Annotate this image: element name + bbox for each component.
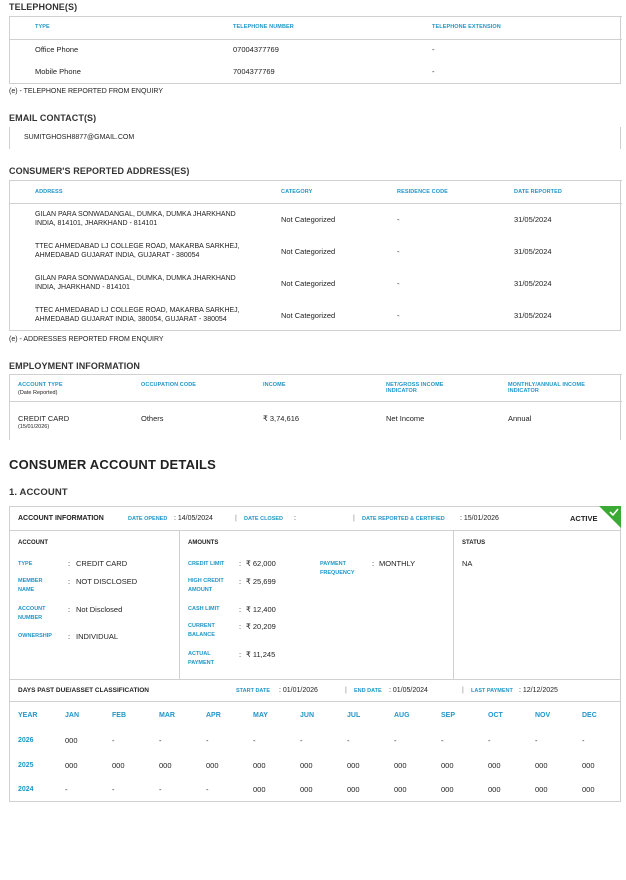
employment-header-occupation: OCCUPATION CODE <box>141 382 197 388</box>
email-box <box>9 127 621 149</box>
dpd-cell: 000 <box>112 761 125 770</box>
active-check-icon <box>599 506 621 528</box>
telephone-row-type: Office Phone <box>35 45 79 54</box>
address-table <box>9 180 621 331</box>
dpd-cell: 000 <box>159 761 172 770</box>
telephone-row-type: Mobile Phone <box>35 67 81 76</box>
colon: : <box>239 577 242 586</box>
dpd-year: 2025 <box>18 762 34 769</box>
colon: : <box>372 559 375 568</box>
employment-header-income: INCOME <box>263 382 286 388</box>
ownership-value: INDIVIDUAL <box>76 632 119 641</box>
colon: : <box>68 605 71 614</box>
dpd-last-payment-value: : 12/12/2025 <box>519 687 558 694</box>
dpd-cell: - <box>535 736 538 745</box>
employment-account-type: CREDIT CARD <box>18 414 70 423</box>
member-name-label: MEMBER <box>18 578 43 584</box>
employment-income: ₹ 3,74,616 <box>263 414 300 423</box>
telephone-table <box>9 16 621 84</box>
account-number-label: ACCOUNT <box>18 606 46 612</box>
high-credit-value: ₹ 25,699 <box>246 577 276 586</box>
dpd-month-header: DEC <box>582 712 597 719</box>
separator: | <box>353 515 355 522</box>
address-category: Not Categorized <box>281 247 336 256</box>
employment-header-date-reported: (Date Reported) <box>18 390 58 396</box>
dpd-cell: 000 <box>253 785 266 794</box>
date-closed-label: DATE CLOSED <box>244 516 284 522</box>
ownership-label: OWNERSHIP <box>18 633 52 639</box>
employment-header-net-gross: NET/GROSS INCOME <box>386 382 444 388</box>
current-balance-label: CURRENT <box>188 623 215 629</box>
dpd-cell: - <box>159 736 162 745</box>
email-value: SUMITGHOSH8877@GMAIL.COM <box>24 134 135 141</box>
employment-header-account-type: ACCOUNT TYPE <box>18 382 63 388</box>
colon: : <box>239 605 242 614</box>
dpd-cell: - <box>582 736 585 745</box>
dpd-cell: 000 <box>582 761 595 770</box>
address-line1: TTEC AHMEDABAD LJ COLLEGE ROAD, MAKARBA SARKHEJ, <box>35 307 240 314</box>
cash-limit-value: ₹ 12,400 <box>246 605 276 614</box>
credit-limit-label: CREDIT LIMIT <box>188 561 225 567</box>
dpd-start-value: : 01/01/2026 <box>279 687 318 694</box>
consumer-account-details-title: CONSUMER ACCOUNT DETAILS <box>9 457 217 472</box>
date-closed-value: : <box>294 515 296 522</box>
address-date: 31/05/2024 <box>514 247 552 256</box>
dpd-cell: - <box>488 736 491 745</box>
telephone-row-ext: - <box>432 67 435 76</box>
high-credit-label: AMOUNT <box>188 587 213 593</box>
telephone-section-title: TELEPHONE(S) <box>9 2 78 12</box>
cash-limit-label: CASH LIMIT <box>188 606 220 612</box>
dpd-end-label: END DATE <box>354 688 382 694</box>
dpd-cell: 000 <box>300 761 313 770</box>
colon: : <box>68 559 71 568</box>
separator: | <box>235 515 237 522</box>
dpd-month-header: NOV <box>535 712 551 719</box>
telephone-row-number: 07004377769 <box>233 45 279 54</box>
dpd-month-header: FEB <box>112 712 126 719</box>
address-date: 31/05/2024 <box>514 279 552 288</box>
address-line2: INDIA, JHARKHAND - 814101 <box>35 284 130 291</box>
account-number-value: Not Disclosed <box>76 605 123 614</box>
colon: : <box>68 577 71 586</box>
telephone-header-extension: TELEPHONE EXTENSION <box>432 24 501 30</box>
address-line2: AHMEDABAD GUJARAT INDIA, 380054, GUJARAT - 380054 <box>35 316 227 323</box>
employment-header-monthly-annual: INDICATOR <box>508 388 539 394</box>
dpd-month-header: JAN <box>65 712 80 719</box>
dpd-month-header: SEP <box>441 712 456 719</box>
current-balance-value: ₹ 20,209 <box>246 622 276 631</box>
address-date: 31/05/2024 <box>514 311 552 320</box>
dpd-end-value: : 01/05/2024 <box>389 687 428 694</box>
colon: : <box>68 632 71 641</box>
date-reported-label: DATE REPORTED & CERTIFIED <box>362 516 445 522</box>
type-label: TYPE <box>18 561 33 567</box>
actual-payment-value: ₹ 11,245 <box>246 650 276 659</box>
current-balance-label: BALANCE <box>188 632 215 638</box>
credit-limit-value: ₹ 62,000 <box>246 559 276 568</box>
colon: : <box>239 622 242 631</box>
address-line2: AHMEDABAD GUJARAT INDIA, GUJARAT - 380054 <box>35 252 200 259</box>
dpd-cell: - <box>347 736 350 745</box>
actual-payment-label: ACTUAL <box>188 651 211 657</box>
dpd-cell: - <box>112 736 115 745</box>
dpd-month-header: JUL <box>347 712 361 719</box>
member-name-label: NAME <box>18 587 35 593</box>
dpd-cell: 000 <box>65 761 78 770</box>
dpd-cell: 000 <box>582 785 595 794</box>
dpd-cell: - <box>300 736 303 745</box>
address-category: Not Categorized <box>281 279 336 288</box>
employment-header-net-gross: INDICATOR <box>386 388 417 394</box>
telephone-row-number: 7004377769 <box>233 67 275 76</box>
address-line2: INDIA, 814101, JHARKHAND - 814101 <box>35 220 158 227</box>
address-section-title: CONSUMER'S REPORTED ADDRESS(ES) <box>9 166 190 176</box>
address-line1: GILAN PARA SONWADANGAL, DUMKA, DUMKA JHARKHAND <box>35 275 236 282</box>
dpd-month-header: MAR <box>159 712 175 719</box>
separator: | <box>462 687 464 694</box>
dpd-cell: 000 <box>394 761 407 770</box>
dpd-cell: - <box>253 736 256 745</box>
dpd-cell: 000 <box>488 785 501 794</box>
dpd-cell: - <box>65 785 68 794</box>
address-note: (e) - ADDRESSES REPORTED FROM ENQUIRY <box>9 336 164 343</box>
dpd-cell: - <box>112 785 115 794</box>
payment-frequency-value: MONTHLY <box>379 559 416 568</box>
employment-section-title: EMPLOYMENT INFORMATION <box>9 361 141 371</box>
dpd-cell: 000 <box>535 761 548 770</box>
address-code: - <box>397 215 400 224</box>
telephone-header-number: TELEPHONE NUMBER <box>233 24 294 30</box>
employment-header-monthly-annual: MONTHLY/ANNUAL INCOME <box>508 382 585 388</box>
account-info-title: ACCOUNT INFORMATION <box>18 515 104 522</box>
dpd-cell: 000 <box>253 761 266 770</box>
employment-date-reported: (15/01/2026) <box>18 424 50 430</box>
dpd-month-header: JUN <box>300 712 315 719</box>
dpd-year: 2026 <box>18 737 34 744</box>
account-number-label: NUMBER <box>18 615 43 621</box>
payment-frequency-label: FREQUENCY <box>320 570 355 576</box>
status-column-title: STATUS <box>462 540 486 546</box>
dpd-cell: 000 <box>441 761 454 770</box>
actual-payment-label: PAYMENT <box>188 660 214 666</box>
address-line1: GILAN PARA SONWADANGAL, DUMKA, DUMKA JHARKHAND <box>35 211 236 218</box>
address-header-residence-code: RESIDENCE CODE <box>397 189 448 195</box>
address-code: - <box>397 279 400 288</box>
employment-monthly-annual: Annual <box>508 414 532 423</box>
date-reported-value: : 15/01/2026 <box>460 515 499 522</box>
account-card <box>9 506 621 802</box>
dpd-month-header: AUG <box>394 712 410 719</box>
address-date: 31/05/2024 <box>514 215 552 224</box>
dpd-cell: 000 <box>65 736 78 745</box>
dpd-year: 2024 <box>18 786 34 793</box>
dpd-cell: - <box>394 736 397 745</box>
member-name-value: NOT DISCLOSED <box>76 577 138 586</box>
account-column-title: ACCOUNT <box>18 540 48 546</box>
account-heading: 1. ACCOUNT <box>9 487 68 498</box>
dpd-cell: 000 <box>347 785 360 794</box>
dpd-cell: - <box>441 736 444 745</box>
dpd-cell: - <box>206 785 209 794</box>
dpd-cell: 000 <box>441 785 454 794</box>
address-category: Not Categorized <box>281 215 336 224</box>
date-opened-value: : 14/05/2024 <box>174 515 213 522</box>
separator: | <box>345 687 347 694</box>
dpd-cell: - <box>159 785 162 794</box>
employment-occupation: Others <box>141 414 164 423</box>
status-badge: ACTIVE <box>570 514 598 523</box>
payment-frequency-label: PAYMENT <box>320 561 346 567</box>
dpd-last-payment-label: LAST PAYMENT <box>471 688 513 694</box>
dpd-cell: 000 <box>347 761 360 770</box>
address-header-category: CATEGORY <box>281 189 313 195</box>
dpd-month-header: YEAR <box>18 712 38 719</box>
status-value: NA <box>462 559 473 568</box>
employment-table <box>9 374 621 440</box>
dpd-month-header: APR <box>206 712 221 719</box>
dpd-cell: 000 <box>535 785 548 794</box>
amounts-column-title: AMOUNTS <box>188 540 219 546</box>
dpd-month-header: MAY <box>253 712 268 719</box>
high-credit-label: HIGH CREDIT <box>188 578 224 584</box>
dpd-cell: 000 <box>394 785 407 794</box>
employment-net-gross: Net Income <box>386 414 425 423</box>
dpd-start-label: START DATE <box>236 688 271 694</box>
email-section-title: EMAIL CONTACT(S) <box>9 113 97 123</box>
dpd-cell: 000 <box>206 761 219 770</box>
dpd-cell: 000 <box>300 785 313 794</box>
dpd-cell: - <box>206 736 209 745</box>
address-header-date-reported: DATE REPORTED <box>514 189 562 195</box>
type-value: CREDIT CARD <box>76 559 128 568</box>
address-line1: TTEC AHMEDABAD LJ COLLEGE ROAD, MAKARBA SARKHEJ, <box>35 243 240 250</box>
telephone-header-type: TYPE <box>35 24 50 30</box>
dpd-cell: 000 <box>488 761 501 770</box>
colon: : <box>239 559 242 568</box>
dpd-title: DAYS PAST DUE/ASSET CLASSIFICATION <box>18 687 149 694</box>
address-code: - <box>397 311 400 320</box>
telephone-row-ext: - <box>432 45 435 54</box>
address-header-address: ADDRESS <box>35 189 63 195</box>
dpd-month-header: OCT <box>488 712 503 719</box>
colon: : <box>239 650 242 659</box>
address-code: - <box>397 247 400 256</box>
telephone-note: (e) - TELEPHONE REPORTED FROM ENQUIRY <box>9 88 164 95</box>
address-category: Not Categorized <box>281 311 336 320</box>
date-opened-label: DATE OPENED <box>128 516 168 522</box>
